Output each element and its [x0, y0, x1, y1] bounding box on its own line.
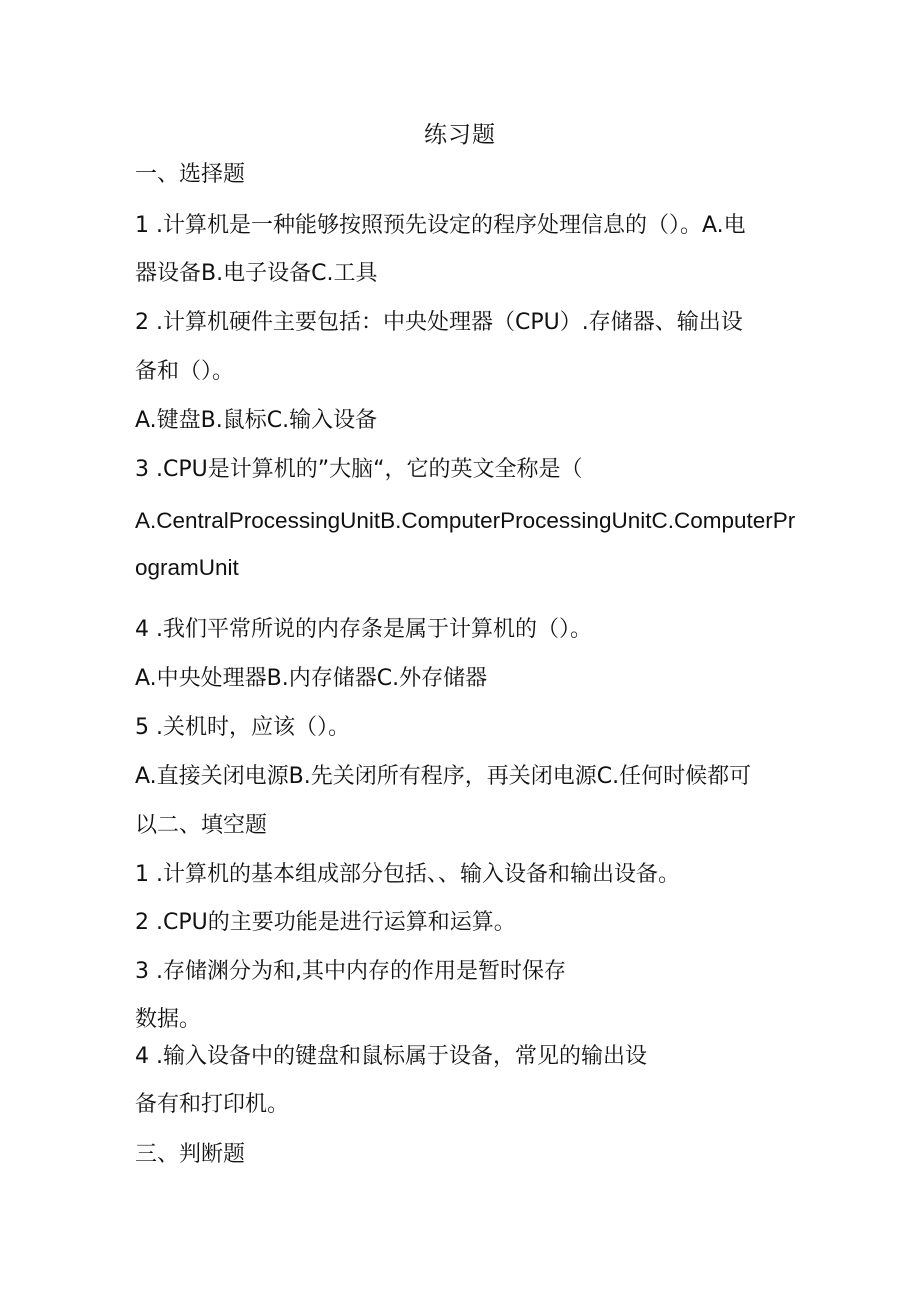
question-line: 1 .计算机是一种能够按照预先设定的程序处理信息的（）。A.电	[135, 213, 746, 238]
question-line: 2 .CPU的主要功能是进行运算和运算。	[135, 910, 516, 935]
section-heading-judge: 三、判断题	[135, 1142, 246, 1167]
answer-options-line: A.直接关闭电源B.先关闭所有程序，再关闭电源C.任何时候都可	[135, 764, 752, 789]
question-line: 备有和打印机。	[135, 1092, 290, 1117]
question-line: 备和（）。	[135, 359, 235, 384]
question-line: 3 .存储渊分为和,其中内存的作用是暂时保存	[135, 959, 566, 984]
question-line: 数据。	[135, 1007, 202, 1032]
question-line: 4 .输入设备中的键盘和鼠标属于设备，常见的输出设	[135, 1044, 647, 1069]
question-line: 4 .我们平常所说的内存条是属于计算机的（）。	[135, 617, 592, 642]
section-heading-choice: 一、选择题	[135, 162, 246, 187]
answer-options-line: A.中央处理器B.内存储器C.外存储器	[135, 666, 488, 691]
answer-options-line: A.CentralProcessingUnitB.ComputerProcessingUnitC.ComputerPr	[135, 508, 796, 533]
question-line: 1 .计算机的基本组成部分包括、、输入设备和输出设备。	[135, 862, 680, 887]
answer-options-line: ogramUnit	[135, 555, 239, 580]
question-line: 3 .CPU是计算机的”大脑“，它的英文全称是（	[135, 457, 583, 482]
answer-options-line: A.键盘B.鼠标C.输入设备	[135, 408, 378, 433]
question-line: 器设备B.电子设备C.工具	[135, 261, 378, 286]
section-heading-fill: 以二、填空题	[135, 813, 268, 838]
question-line: 2 .计算机硬件主要包括：中央处理器（CPU）.存储器、输出设	[135, 310, 743, 335]
page-title: 练习题	[424, 122, 496, 148]
question-line: 5 .关机时，应该（）。	[135, 715, 350, 740]
